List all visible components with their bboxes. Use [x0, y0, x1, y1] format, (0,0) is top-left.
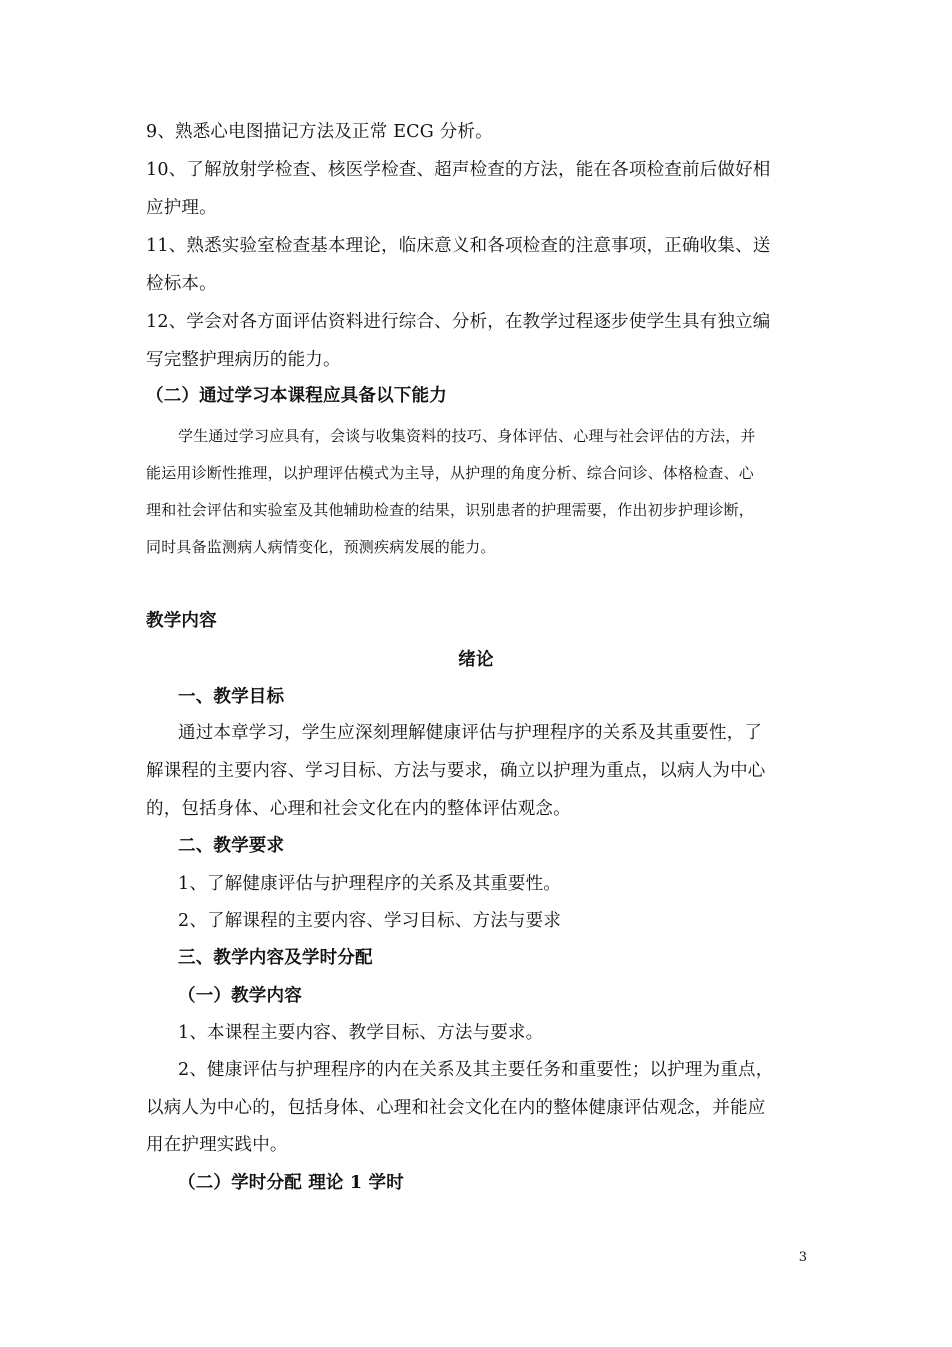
teaching-requirements-heading: 二、教学要求	[178, 836, 285, 856]
objective-10-cont: 应护理。	[146, 198, 217, 218]
objective-12: 12、学会对各方面评估资料进行综合、分析，在教学过程逐步使学生具有独立编	[146, 312, 771, 332]
content-item-1: 1、本课程主要内容、教学目标、方法与要求。	[178, 1023, 544, 1043]
hours-allocation: （二）学时分配 理论 1 学时	[178, 1173, 404, 1193]
requirement-1: 1、了解健康评估与护理程序的关系及其重要性。	[178, 874, 562, 894]
ability-paragraph-line-3: 理和社会评估和实验室及其他辅助检查的结果，识别患者的护理需要，作出初步护理诊断，	[146, 501, 755, 519]
objective-11-cont: 检标本。	[146, 274, 217, 294]
content-item-2-line-2: 以病人为中心的，包括身体、心理和社会文化在内的整体健康评估观念，并能应	[146, 1098, 766, 1118]
requirement-2: 2、了解课程的主要内容、学习目标、方法与要求	[178, 911, 562, 931]
objective-11: 11、熟悉实验室检查基本理论，临床意义和各项检查的注意事项，正确收集、送	[146, 236, 771, 256]
objective-12-cont: 写完整护理病历的能力。	[146, 350, 341, 370]
teaching-goal-line-2: 解课程的主要内容、学习目标、方法与要求，确立以护理为重点，以病人为中心	[146, 761, 766, 781]
teaching-goal-heading: 一、教学目标	[178, 687, 285, 707]
ability-paragraph-line-1: 学生通过学习应具有，会谈与收集资料的技巧、身体评估、心理与社会评估的方法，并	[178, 427, 756, 445]
page-number: 3	[798, 1250, 807, 1265]
ability-heading: （二）通过学习本课程应具备以下能力	[146, 386, 447, 406]
ability-paragraph-line-2: 能运用诊断性推理，以护理评估模式为主导，从护理的角度分析、综合问诊、体格检查、心	[146, 464, 755, 482]
teaching-goal-line-3: 的，包括身体、心理和社会文化在内的整体评估观念。	[146, 799, 571, 819]
objective-10: 10、了解放射学检查、核医学检查、超声检查的方法，能在各项检查前后做好相	[146, 160, 771, 180]
content-allocation-heading: 三、教学内容及学时分配	[178, 948, 373, 968]
content-item-2-line-1: 2、健康评估与护理程序的内在关系及其主要任务和重要性；以护理为重点，	[178, 1060, 774, 1080]
content-item-2-line-3: 用在护理实践中。	[146, 1135, 288, 1155]
chapter-title: 绪论	[458, 650, 494, 670]
teaching-goal-line-1: 通过本章学习，学生应深刻理解健康评估与护理程序的关系及其重要性，了	[178, 723, 763, 743]
content-subheading: （一）教学内容	[178, 986, 302, 1006]
section-heading: 教学内容	[146, 611, 217, 631]
objective-9: 9、熟悉心电图描记方法及正常 ECG 分析。	[146, 122, 493, 142]
ability-paragraph-line-4: 同时具备监测病人病情变化，预测疾病发展的能力。	[146, 538, 496, 556]
